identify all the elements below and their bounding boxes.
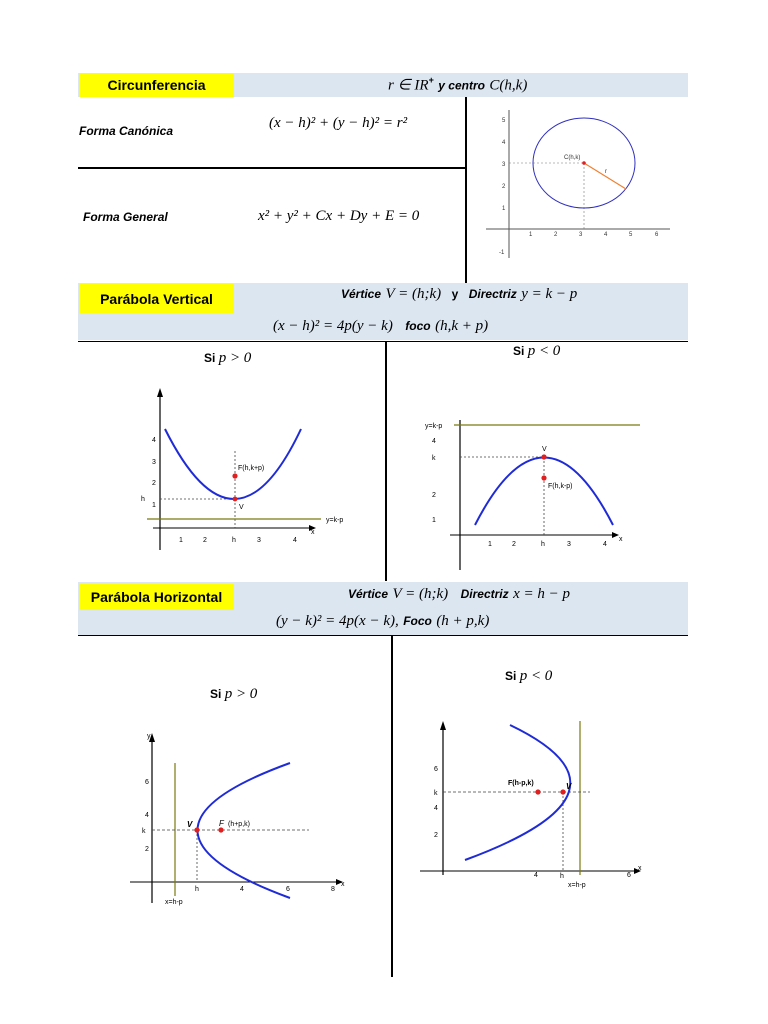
pv-left-vertex-point [233, 497, 238, 502]
circle-radius-label: r [605, 169, 607, 175]
canon-label: Forma Canónica [79, 124, 174, 138]
ph-left-y-tick: 6 [145, 779, 149, 786]
ph-title: Parábola Horizontal [79, 584, 234, 610]
pv-left-x-tick: 3 [257, 537, 261, 544]
pv-vertical-divider [385, 341, 387, 581]
pv-left-x-tick: h [232, 537, 236, 544]
ph-right-x-tick: h [560, 873, 564, 880]
circle-y-tick: -1 [499, 250, 505, 256]
ph-right-y-tick: 2 [434, 832, 438, 839]
circle-center-point [582, 161, 586, 165]
circ-header-text: r ∈ IR+ y centro C(h,k) [388, 75, 528, 94]
ph-right-x-tick: 4 [534, 872, 538, 879]
circle-y-tick: 4 [502, 140, 506, 146]
ph-left-x-tick: 6 [286, 886, 290, 893]
circle-x-tick: 1 [529, 232, 533, 238]
circle-x-tick: 4 [604, 232, 608, 238]
ph-header-line2: (y − k)² = 4p(x − k), Foco (h + p,k) [276, 613, 490, 629]
svg-text:F: F [219, 819, 224, 828]
pv-right-graph [420, 410, 645, 575]
pv-right-y-tick: 2 [432, 492, 436, 499]
ph-left-y-tick: 2 [145, 846, 149, 853]
pv-right-vertex-point [541, 454, 546, 459]
svg-text:V: V [187, 820, 193, 829]
circle-y-tick: 2 [502, 184, 506, 190]
svg-text:y=k-p: y=k-p [425, 423, 443, 430]
pv-right-x-tick: 2 [512, 541, 516, 548]
svg-text:x=h-p: x=h-p [165, 899, 183, 906]
circle-x-tick: 2 [554, 232, 558, 238]
pv-left-y-tick: 1 [152, 502, 156, 509]
ph-right-vertex-point [560, 789, 565, 794]
pv-left-x-tick: 4 [293, 537, 297, 544]
pv-right-x-tick: 3 [567, 541, 571, 548]
svg-text:x: x [638, 865, 642, 872]
svg-text:V: V [566, 782, 572, 791]
ph-left-condition: Si p > 0 [210, 686, 258, 702]
svg-text:F(h,k+p): F(h,k+p) [238, 465, 265, 472]
svg-text:F(h,k-p): F(h,k-p) [548, 483, 573, 490]
svg-text:x: x [341, 881, 345, 888]
svg-text:(h+p,k): (h+p,k) [228, 821, 250, 828]
circ-title: Circunferencia [79, 73, 234, 97]
pv-left-graph [135, 385, 360, 560]
svg-text:V: V [239, 504, 244, 511]
ph-right-graph [410, 715, 650, 895]
ph-bottom-rule [78, 635, 688, 636]
ph-right-y-tick: k [434, 790, 438, 797]
pv-left-x-tick: 1 [179, 537, 183, 544]
ph-left-x-tick: 4 [240, 886, 244, 893]
circle-y-tick: 5 [502, 118, 506, 124]
pv-title: Parábola Vertical [79, 284, 234, 313]
ph-right-focus-point [535, 789, 540, 794]
pv-right-y-tick: 1 [432, 517, 436, 524]
ph-right-x-tick: 6 [627, 872, 631, 879]
circle-x-tick: 6 [655, 232, 659, 238]
canon-equation: (x − h)² + (y − h)² = r² [269, 115, 408, 131]
pv-right-y-tick: 4 [432, 438, 436, 445]
pv-right-y-tick: k [432, 455, 436, 462]
circ-divider [78, 167, 466, 169]
pv-left-y-tick: 2 [152, 480, 156, 487]
circle-x-tick: 3 [579, 232, 583, 238]
pv-right-focus-point [541, 475, 546, 480]
ph-left-parabola [198, 763, 291, 898]
svg-text:y=k-p: y=k-p [326, 517, 344, 524]
circle-x-tick: 5 [629, 232, 633, 238]
circle-graph [478, 102, 678, 262]
pv-left-parabola [165, 429, 301, 499]
ph-header-line1: Vértice V = (h;k) Directriz x = h − p [348, 586, 570, 602]
ph-left-focus-point [218, 827, 223, 832]
svg-text:x: x [311, 529, 315, 536]
pv-left-condition: Si p > 0 [204, 350, 252, 366]
ph-right-parabola [465, 725, 570, 860]
svg-text:y: y [147, 733, 151, 740]
pv-right-x-tick: h [541, 541, 545, 548]
pv-left-focus-point [232, 473, 237, 478]
pv-right-condition: Si p < 0 [513, 343, 561, 359]
ph-left-x-tick: h [195, 886, 199, 893]
pv-header-line2: (x − h)² = 4p(y − k) foco (h,k + p) [273, 318, 489, 334]
ph-right-condition: Si p < 0 [505, 668, 553, 684]
svg-text:h: h [141, 496, 145, 503]
ph-right-y-tick: 6 [434, 766, 438, 773]
pv-header-line1: Vértice V = (h;k) y Directriz y = k − p [341, 286, 578, 302]
circ-vertical-divider [465, 97, 467, 283]
svg-text:V: V [542, 446, 547, 453]
general-equation: x² + y² + Cx + Dy + E = 0 [258, 208, 420, 224]
pv-left-y-tick: 3 [152, 459, 156, 466]
svg-text:F(h-p,k): F(h-p,k) [508, 780, 534, 787]
ph-left-graph [125, 728, 355, 908]
svg-text:x: x [619, 536, 623, 543]
general-label: Forma General [83, 210, 168, 224]
ph-left-vertex-point [194, 827, 199, 832]
pv-left-x-tick: 2 [203, 537, 207, 544]
pv-bottom-rule [78, 341, 688, 342]
circle-y-tick: 3 [502, 162, 506, 168]
ph-left-x-tick: 8 [331, 886, 335, 893]
ph-left-y-tick: k [142, 828, 146, 835]
ph-right-y-tick: 4 [434, 805, 438, 812]
pv-right-x-tick: 1 [488, 541, 492, 548]
ph-left-y-tick: 4 [145, 812, 149, 819]
circle-center-label: C(h,k) [564, 155, 581, 161]
svg-text:x=h-p: x=h-p [568, 882, 586, 889]
circle-y-tick: 1 [502, 206, 506, 212]
pv-right-x-tick: 4 [603, 541, 607, 548]
radius-line [584, 163, 626, 189]
pv-left-y-tick: 4 [152, 437, 156, 444]
ph-vertical-divider [391, 635, 393, 977]
